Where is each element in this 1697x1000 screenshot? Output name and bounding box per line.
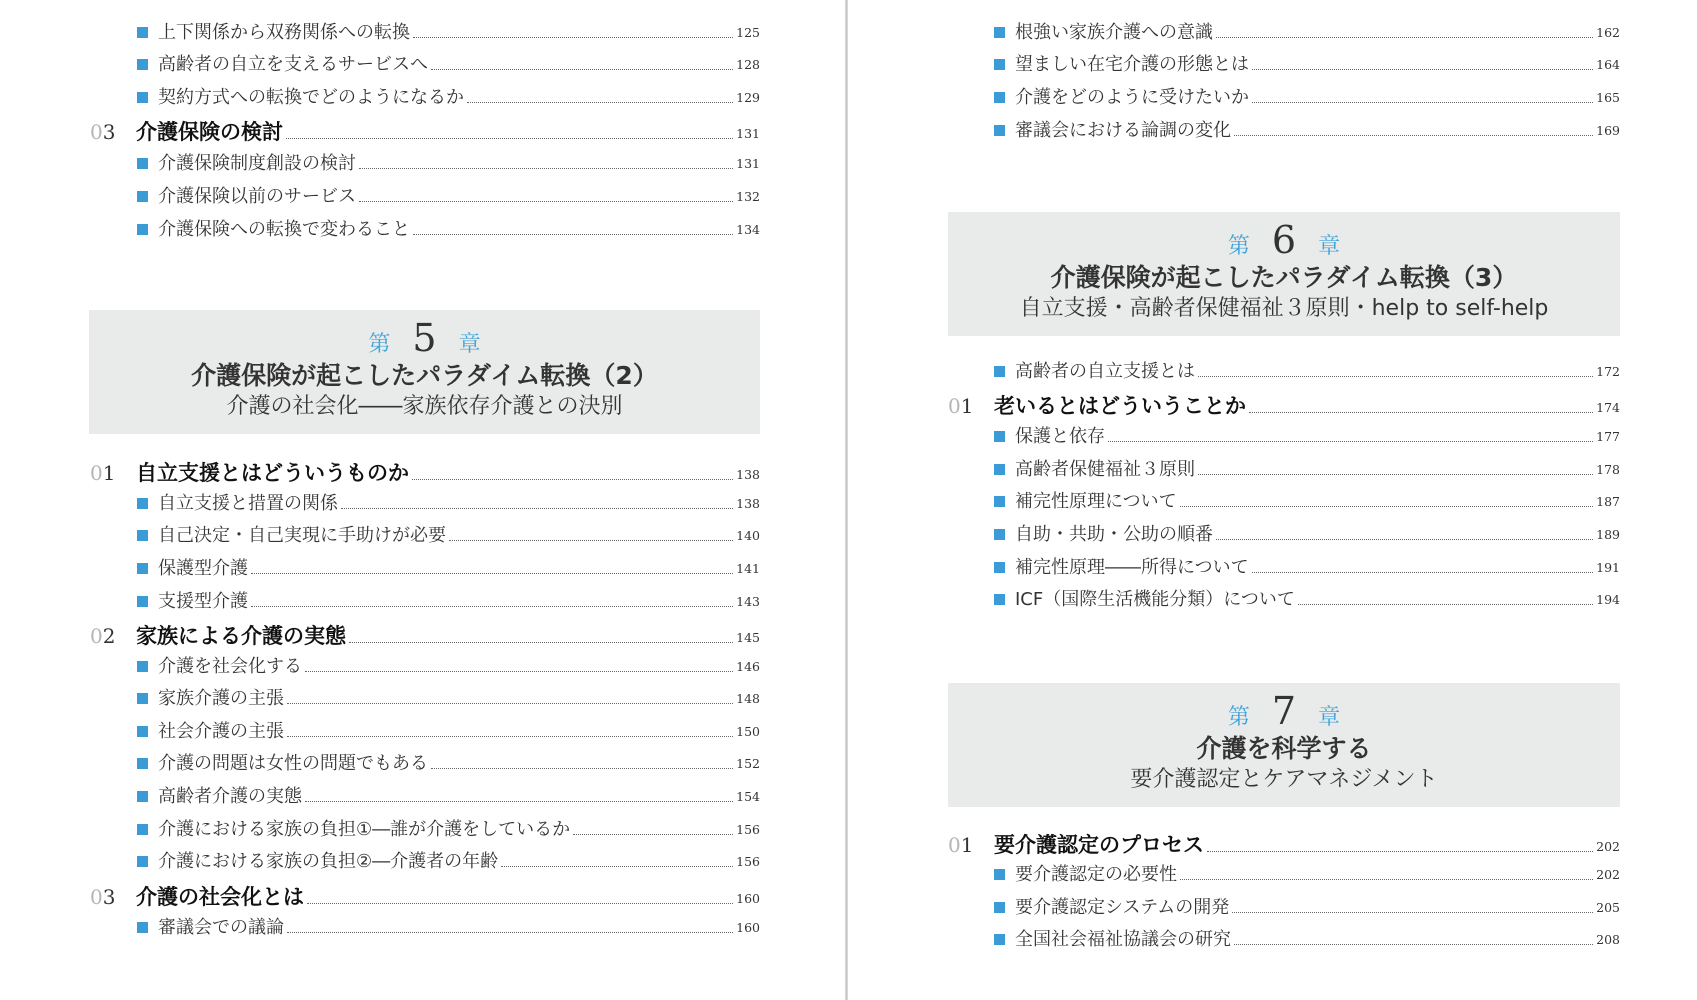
square-bullet-icon	[137, 824, 148, 835]
chapter-7-header	[948, 683, 1620, 807]
square-bullet-icon	[137, 726, 148, 737]
chapter-number: 5	[412, 316, 437, 360]
section-title: 要介護認定のプロセス	[994, 833, 1204, 857]
toc-page-number: 160	[736, 920, 760, 935]
section-number: 01	[90, 461, 116, 485]
dot-leader	[287, 736, 733, 737]
section-title: 介護保険の検討	[136, 120, 283, 144]
chapter-sho: 章	[458, 332, 481, 357]
square-bullet-icon	[137, 530, 148, 541]
toc-page-number: 128	[736, 57, 760, 72]
chapter-number-line	[89, 316, 760, 360]
toc-item[interactable]	[137, 20, 760, 46]
square-bullet-icon	[994, 562, 1005, 573]
dot-leader	[413, 234, 733, 235]
square-bullet-icon	[994, 59, 1005, 70]
toc-page-number: 162	[1596, 25, 1620, 40]
section-number: 03	[90, 120, 116, 144]
section-title: 家族による介護の実態	[136, 624, 346, 648]
toc-item[interactable]	[137, 491, 760, 517]
toc-item-label: 上下関係から双務関係への転換	[158, 22, 410, 43]
square-bullet-icon	[137, 791, 148, 802]
toc-page-number: 150	[736, 724, 760, 739]
dot-leader	[431, 69, 733, 70]
square-bullet-icon	[137, 563, 148, 574]
toc-item-label: 全国社会福祉協議会の研究	[1015, 929, 1231, 950]
square-bullet-icon	[994, 125, 1005, 136]
square-bullet-icon	[994, 869, 1005, 880]
dot-leader	[359, 201, 733, 202]
toc-item-label: 介護保険への転換で変わること	[158, 219, 410, 240]
toc-item[interactable]	[137, 52, 760, 78]
dot-leader	[287, 703, 733, 704]
toc-item-label: 高齢者介護の実態	[158, 786, 302, 807]
dot-leader	[251, 573, 733, 574]
toc-item[interactable]	[137, 686, 760, 712]
toc-page-number: 187	[1596, 494, 1620, 509]
chapter-title: 介護保険が起こしたパラダイム転換（3）	[1050, 263, 1518, 292]
toc-item[interactable]	[994, 555, 1620, 581]
toc-item[interactable]	[137, 849, 760, 875]
toc-item[interactable]	[994, 489, 1620, 515]
toc-item[interactable]	[994, 862, 1620, 888]
dot-leader	[431, 768, 733, 769]
toc-item-label: 自立支援と措置の関係	[158, 493, 338, 514]
chapter-number: 7	[1271, 689, 1297, 733]
square-bullet-icon	[137, 92, 148, 103]
dot-leader	[1180, 506, 1594, 507]
toc-page-number: 189	[1596, 527, 1620, 542]
toc-page-number: 202	[1596, 867, 1620, 882]
square-bullet-icon	[137, 158, 148, 169]
toc-page-number: 138	[736, 496, 760, 511]
dot-leader	[1108, 441, 1593, 442]
toc-item-label: 自己決定・自己実現に手助けが必要	[158, 525, 446, 546]
toc-page-number: 165	[1596, 90, 1620, 105]
dot-leader	[1234, 135, 1593, 136]
section-title: 介護の社会化とは	[136, 885, 304, 909]
dot-leader	[305, 801, 733, 802]
square-bullet-icon	[137, 661, 148, 672]
toc-page-number: 164	[1596, 57, 1620, 72]
dot-leader	[1232, 912, 1593, 913]
toc-item[interactable]	[994, 927, 1620, 953]
chapter-sho: 章	[1318, 705, 1341, 730]
toc-section[interactable]	[948, 830, 1620, 860]
chapter-5-header	[89, 310, 760, 434]
chapter-6-header	[948, 212, 1620, 336]
dot-leader	[1252, 69, 1593, 70]
toc-item-label: 介護保険制度創設の検討	[158, 153, 356, 174]
toc-item-label: 社会介護の主張	[158, 721, 284, 742]
square-bullet-icon	[137, 693, 148, 704]
toc-page-number: 143	[736, 594, 760, 609]
dot-leader	[1216, 539, 1593, 540]
toc-page-number: 172	[1596, 364, 1620, 379]
toc-item[interactable]	[137, 523, 760, 549]
section-number: 02	[90, 624, 116, 648]
toc-item-label: 家族介護の主張	[158, 688, 284, 709]
toc-item-label: 補完性原理――所得について	[1015, 557, 1249, 578]
square-bullet-icon	[994, 902, 1005, 913]
dot-leader	[449, 540, 733, 541]
toc-page-number: 138	[736, 467, 760, 482]
toc-item-label: 高齢者の自立支援とは	[1015, 361, 1195, 382]
square-bullet-icon	[994, 529, 1005, 540]
square-bullet-icon	[994, 366, 1005, 377]
toc-page-number: 156	[736, 854, 760, 869]
dot-leader	[359, 168, 733, 169]
toc-item-label: 介護における家族の負担②―介護者の年齢	[158, 851, 499, 872]
dot-leader	[341, 508, 733, 509]
chapter-subtitle: 要介護認定とケアマネジメント	[1130, 767, 1438, 792]
dot-leader	[1298, 604, 1593, 605]
dot-leader	[573, 834, 733, 835]
toc-page-number: 140	[736, 528, 760, 543]
toc-item-label: 高齢者保健福祉３原則	[1015, 459, 1195, 480]
toc-page-number: 202	[1596, 839, 1620, 854]
toc-item[interactable]	[137, 654, 760, 680]
toc-item-label: 審議会における論調の変化	[1015, 120, 1231, 141]
toc-item[interactable]	[137, 184, 760, 210]
toc-item[interactable]	[994, 895, 1620, 921]
dot-leader	[1249, 412, 1593, 413]
dot-leader	[305, 671, 733, 672]
toc-page-number: 125	[736, 25, 760, 40]
toc-page-number: 145	[736, 630, 760, 645]
dot-leader	[1180, 879, 1593, 880]
toc-item[interactable]	[994, 457, 1620, 483]
chapter-number-line	[948, 218, 1620, 262]
chapter-dai: 第	[1227, 234, 1250, 259]
square-bullet-icon	[994, 464, 1005, 475]
toc-item-label: 要介護認定の必要性	[1015, 864, 1177, 885]
dot-leader	[251, 606, 733, 607]
section-title: 老いるとはどういうことか	[994, 394, 1246, 418]
toc-page-number: 178	[1596, 462, 1620, 477]
section-title: 自立支援とはどういうものか	[136, 461, 409, 485]
chapter-title: 介護を科学する	[1196, 734, 1372, 763]
dot-leader	[467, 102, 733, 103]
section-number: 03	[90, 885, 116, 909]
toc-item[interactable]	[137, 589, 760, 615]
square-bullet-icon	[137, 27, 148, 38]
right-page	[848, 0, 1697, 1000]
toc-item-label: 介護の問題は女性の問題でもある	[158, 753, 428, 774]
toc-page-number: 148	[736, 691, 760, 706]
toc-item-label: 望ましい在宅介護の形態とは	[1015, 54, 1249, 75]
toc-item-label: 保護と依存	[1015, 426, 1105, 447]
dot-leader	[1234, 944, 1593, 945]
chapter-title: 介護保険が起こしたパラダイム転換（2）	[191, 361, 658, 390]
toc-page-number: 174	[1596, 400, 1620, 415]
square-bullet-icon	[137, 498, 148, 509]
toc-item[interactable]	[994, 118, 1620, 144]
toc-item[interactable]	[994, 85, 1620, 111]
toc-page-number: 146	[736, 659, 760, 674]
square-bullet-icon	[994, 92, 1005, 103]
toc-item[interactable]	[994, 424, 1620, 450]
toc-item-label: 要介護認定システムの開発	[1015, 897, 1230, 918]
dot-leader	[1252, 572, 1594, 573]
dot-leader	[1207, 851, 1593, 852]
dot-leader	[287, 932, 733, 933]
toc-section[interactable]	[90, 621, 760, 651]
toc-page-number: 160	[736, 891, 760, 906]
chapter-subtitle: 介護の社会化――家族依存介護との決別	[226, 394, 623, 419]
dot-leader	[307, 903, 733, 904]
square-bullet-icon	[137, 758, 148, 769]
dot-leader	[412, 479, 733, 480]
toc-page-number: 132	[736, 189, 760, 204]
toc-page-number: 131	[736, 126, 760, 141]
square-bullet-icon	[137, 596, 148, 607]
toc-item-label: 審議会での議論	[158, 917, 284, 938]
square-bullet-icon	[137, 191, 148, 202]
dot-leader	[501, 866, 733, 867]
toc-item[interactable]	[994, 52, 1620, 78]
toc-page-number: 129	[736, 90, 760, 105]
chapter-number: 6	[1271, 218, 1297, 262]
toc-item[interactable]	[994, 359, 1620, 385]
toc-item[interactable]	[994, 587, 1620, 613]
toc-item[interactable]	[137, 784, 760, 810]
toc-item-label: 介護保険以前のサービス	[158, 186, 356, 207]
toc-item-label: 高齢者の自立を支えるサービスへ	[158, 54, 428, 75]
toc-page-number: 169	[1596, 123, 1620, 138]
chapter-dai: 第	[1227, 705, 1250, 730]
toc-page-number: 134	[736, 222, 760, 237]
toc-page-number: 205	[1596, 900, 1620, 915]
toc-page-number: 194	[1596, 592, 1620, 607]
toc-item[interactable]	[137, 556, 760, 582]
chapter-subtitle: 自立支援・高齢者保健福祉３原則・help to self-help	[1019, 296, 1549, 321]
section-number: 01	[948, 833, 974, 857]
section-number: 01	[948, 394, 974, 418]
toc-page-number: 156	[736, 822, 760, 837]
toc-item[interactable]	[137, 85, 760, 111]
toc-item[interactable]	[137, 817, 760, 843]
dot-leader	[349, 642, 733, 643]
left-page	[0, 0, 846, 1000]
square-bullet-icon	[137, 922, 148, 933]
toc-item-label: 介護における家族の負担①―誰が介護をしているか	[158, 819, 571, 840]
square-bullet-icon	[994, 431, 1005, 442]
dot-leader	[1252, 102, 1593, 103]
dot-leader	[413, 37, 733, 38]
toc-page-number: 131	[736, 156, 760, 171]
toc-page-number: 154	[736, 789, 760, 804]
dot-leader	[1198, 376, 1593, 377]
toc-page-number: 141	[736, 561, 760, 576]
toc-item[interactable]	[137, 151, 760, 177]
chapter-dai: 第	[368, 332, 391, 357]
square-bullet-icon	[137, 59, 148, 70]
toc-section[interactable]	[90, 458, 760, 488]
toc-section[interactable]	[90, 882, 760, 912]
square-bullet-icon	[994, 934, 1005, 945]
toc-item-label: 自助・共助・公助の順番	[1015, 524, 1213, 545]
toc-section[interactable]	[948, 391, 1620, 421]
toc-page-number: 208	[1596, 932, 1620, 947]
dot-leader	[1198, 474, 1593, 475]
toc-item[interactable]	[137, 217, 760, 243]
toc-section[interactable]	[90, 117, 760, 147]
dot-leader	[286, 138, 733, 139]
toc-item-label: ICF（国際生活機能分類）について	[1015, 589, 1295, 610]
toc-page-number: 191	[1596, 560, 1620, 575]
square-bullet-icon	[137, 224, 148, 235]
toc-item[interactable]	[137, 751, 760, 777]
toc-item[interactable]	[994, 522, 1620, 548]
chapter-sho: 章	[1318, 234, 1341, 259]
toc-item-label: 契約方式への転換でどのようになるか	[158, 87, 464, 108]
toc-item-label: 支援型介護	[158, 591, 248, 612]
toc-page-number: 152	[736, 756, 760, 771]
square-bullet-icon	[137, 856, 148, 867]
toc-item[interactable]	[137, 719, 760, 745]
square-bullet-icon	[994, 594, 1005, 605]
toc-item-label: 介護をどのように受けたいか	[1015, 87, 1249, 108]
toc-item-label: 保護型介護	[158, 558, 248, 579]
toc-item-label: 補完性原理について	[1015, 491, 1177, 512]
square-bullet-icon	[994, 27, 1005, 38]
chapter-number-line	[948, 689, 1620, 733]
square-bullet-icon	[994, 496, 1005, 507]
toc-item-label: 介護を社会化する	[158, 656, 302, 677]
toc-item-label: 根強い家族介護への意識	[1015, 22, 1213, 43]
dot-leader	[1216, 37, 1593, 38]
toc-item[interactable]	[137, 915, 760, 941]
toc-page-number: 177	[1596, 429, 1620, 444]
toc-item[interactable]	[994, 20, 1620, 46]
